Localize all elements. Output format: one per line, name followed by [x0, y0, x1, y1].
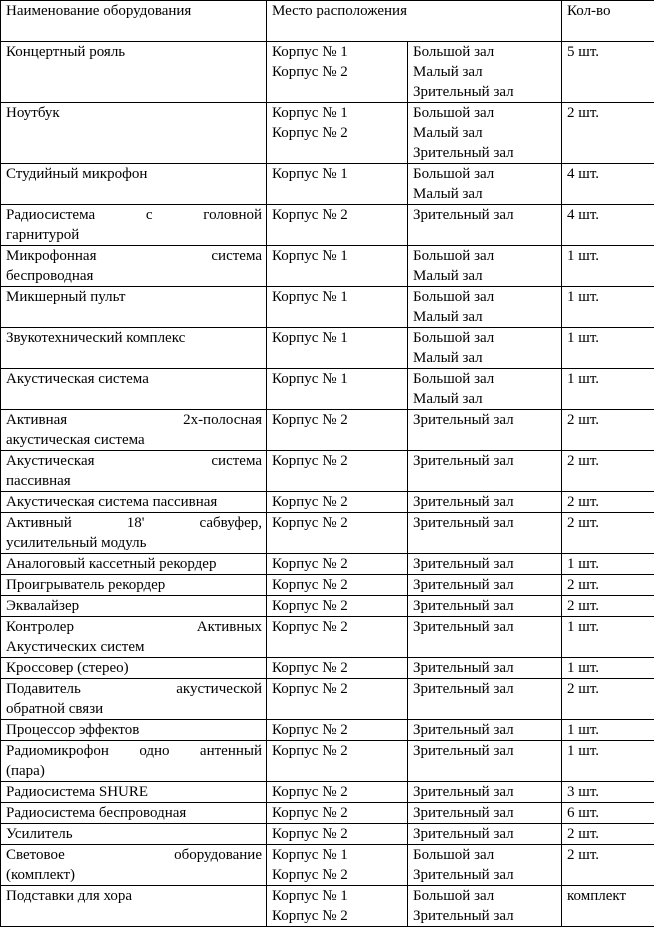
table-row	[1, 369, 654, 410]
building-label: Корпус № 2	[272, 906, 403, 926]
equipment-name-text: Радиосистема беспроводная	[6, 803, 262, 823]
hall-label: Малый зал	[413, 348, 557, 368]
quantity-value: 4 шт.	[567, 205, 650, 225]
table-row	[1, 492, 654, 513]
quantity-value: 5 шт.	[567, 42, 650, 62]
building-cell	[267, 42, 408, 103]
quantity-value: 2 шт.	[567, 845, 650, 865]
hall-cell	[408, 42, 562, 103]
table-row	[1, 164, 654, 205]
quantity-value: 2 шт.	[567, 451, 650, 471]
building-label: Корпус № 2	[272, 451, 403, 471]
building-label: Корпус № 2	[272, 865, 403, 885]
equipment-name-line: Контролер Активных	[6, 617, 262, 637]
building-label: Корпус № 1	[272, 246, 403, 266]
building-label: Корпус № 1	[272, 328, 403, 348]
table-row	[1, 596, 654, 617]
building-cell	[267, 782, 408, 803]
equipment-name-line: Радиомикрофон одно антенный	[6, 741, 262, 761]
header-row	[1, 1, 654, 42]
equipment-name-line: пассивная	[6, 471, 262, 491]
quantity-value: 1 шт.	[567, 658, 650, 678]
building-label: Корпус № 2	[272, 782, 403, 802]
hall-label: Малый зал	[413, 123, 557, 143]
building-cell	[267, 246, 408, 287]
equipment-name	[1, 287, 267, 328]
quantity-value: 4 шт.	[567, 164, 650, 184]
quantity-value: 2 шт.	[567, 513, 650, 533]
equipment-name	[1, 741, 267, 782]
quantity-cell	[562, 205, 654, 246]
quantity-cell	[562, 513, 654, 554]
equipment-name-text: Акустическая система пассивная	[6, 492, 262, 512]
quantity-cell	[562, 845, 654, 886]
quantity-cell	[562, 246, 654, 287]
building-cell	[267, 741, 408, 782]
hall-cell	[408, 451, 562, 492]
building-label: Корпус № 2	[272, 62, 403, 82]
quantity-cell	[562, 720, 654, 741]
quantity-cell	[562, 492, 654, 513]
quantity-value: 1 шт.	[567, 287, 650, 307]
building-label: Корпус № 2	[272, 205, 403, 225]
building-label: Корпус № 1	[272, 287, 403, 307]
hall-label: Большой зал	[413, 42, 557, 62]
header-name: Наименование оборудования	[1, 1, 267, 42]
building-label: Корпус № 2	[272, 513, 403, 533]
equipment-name	[1, 617, 267, 658]
quantity-value: 1 шт.	[567, 328, 650, 348]
equipment-name-text: Студийный микрофон	[6, 164, 262, 184]
building-cell	[267, 287, 408, 328]
equipment-name-text: Подставки для хора	[6, 886, 262, 906]
hall-label: Зрительный зал	[413, 143, 557, 163]
equipment-name	[1, 369, 267, 410]
equipment-name-text: Эквалайзер	[6, 596, 262, 616]
hall-label: Большой зал	[413, 287, 557, 307]
table-row	[1, 658, 654, 679]
hall-label: Зрительный зал	[413, 596, 557, 616]
equipment-name-text: Процессор эффектов	[6, 720, 262, 740]
hall-cell	[408, 741, 562, 782]
equipment-name-text: Проигрыватель рекордер	[6, 575, 262, 595]
hall-cell	[408, 246, 562, 287]
hall-label: Большой зал	[413, 246, 557, 266]
hall-label: Зрительный зал	[413, 82, 557, 102]
equipment-name-line: беспроводная	[6, 266, 262, 286]
building-cell	[267, 617, 408, 658]
quantity-cell	[562, 164, 654, 205]
hall-cell	[408, 287, 562, 328]
building-label: Корпус № 2	[272, 658, 403, 678]
quantity-cell	[562, 410, 654, 451]
table-row	[1, 741, 654, 782]
hall-cell	[408, 803, 562, 824]
quantity-cell	[562, 369, 654, 410]
table-row	[1, 205, 654, 246]
hall-cell	[408, 824, 562, 845]
equipment-name	[1, 513, 267, 554]
equipment-name	[1, 658, 267, 679]
equipment-name-line: Подавитель акустической	[6, 679, 262, 699]
equipment-name	[1, 451, 267, 492]
hall-label: Малый зал	[413, 266, 557, 286]
quantity-value: 2 шт.	[567, 410, 650, 430]
quantity-cell	[562, 824, 654, 845]
hall-label: Большой зал	[413, 103, 557, 123]
equipment-name	[1, 803, 267, 824]
hall-label: Зрительный зал	[413, 554, 557, 574]
building-cell	[267, 103, 408, 164]
hall-label: Зрительный зал	[413, 658, 557, 678]
equipment-name-text: Акустическая система	[6, 369, 262, 389]
table-row	[1, 42, 654, 103]
quantity-value: 1 шт.	[567, 741, 650, 761]
quantity-cell	[562, 617, 654, 658]
hall-cell	[408, 886, 562, 927]
quantity-cell	[562, 803, 654, 824]
table-row	[1, 824, 654, 845]
hall-cell	[408, 492, 562, 513]
equipment-name	[1, 492, 267, 513]
building-label: Корпус № 1	[272, 886, 403, 906]
equipment-name-line: Микрофонная система	[6, 246, 262, 266]
equipment-name	[1, 42, 267, 103]
table-row	[1, 287, 654, 328]
equipment-name	[1, 554, 267, 575]
equipment-name-line: акустическая система	[6, 430, 262, 450]
quantity-value: 1 шт.	[567, 617, 650, 637]
hall-label: Малый зал	[413, 62, 557, 82]
quantity-cell	[562, 42, 654, 103]
equipment-name	[1, 886, 267, 927]
building-cell	[267, 164, 408, 205]
hall-label: Большой зал	[413, 886, 557, 906]
quantity-cell	[562, 287, 654, 328]
building-label: Корпус № 2	[272, 741, 403, 761]
hall-label: Малый зал	[413, 184, 557, 204]
equipment-name-line: (комплект)	[6, 865, 262, 885]
hall-label: Зрительный зал	[413, 741, 557, 761]
hall-label: Зрительный зал	[413, 782, 557, 802]
equipment-name	[1, 328, 267, 369]
quantity-cell	[562, 328, 654, 369]
equipment-name	[1, 596, 267, 617]
hall-label: Зрительный зал	[413, 803, 557, 823]
quantity-value: 1 шт.	[567, 246, 650, 266]
building-label: Корпус № 2	[272, 575, 403, 595]
equipment-name-text: Аналоговый кассетный рекордер	[6, 554, 262, 574]
hall-cell	[408, 575, 562, 596]
building-label: Корпус № 2	[272, 492, 403, 512]
equipment-name-text: Звукотехнический комплекс	[6, 328, 262, 348]
building-cell	[267, 845, 408, 886]
equipment-name	[1, 103, 267, 164]
equipment-name-text: Радиосистема SHURE	[6, 782, 262, 802]
building-cell	[267, 492, 408, 513]
equipment-name-line: Радиосистема с головной	[6, 205, 262, 225]
building-label: Корпус № 2	[272, 596, 403, 616]
equipment-name	[1, 205, 267, 246]
table-row	[1, 575, 654, 596]
equipment-name	[1, 782, 267, 803]
hall-label: Зрительный зал	[413, 205, 557, 225]
quantity-cell	[562, 679, 654, 720]
equipment-name-line: усилительный модуль	[6, 533, 262, 553]
hall-label: Зрительный зал	[413, 575, 557, 595]
quantity-value: 1 шт.	[567, 720, 650, 740]
building-label: Корпус № 2	[272, 720, 403, 740]
quantity-cell	[562, 451, 654, 492]
equipment-name-line: Активный 18' сабвуфер,	[6, 513, 262, 533]
equipment-name-text: Ноутбук	[6, 103, 262, 123]
building-cell	[267, 328, 408, 369]
hall-cell	[408, 679, 562, 720]
table-row	[1, 720, 654, 741]
hall-label: Большой зал	[413, 328, 557, 348]
hall-label: Зрительный зал	[413, 865, 557, 885]
quantity-value: 1 шт.	[567, 369, 650, 389]
building-label: Корпус № 2	[272, 410, 403, 430]
equipment-name-text: Микшерный пульт	[6, 287, 262, 307]
building-cell	[267, 720, 408, 741]
header-qty: Кол-во	[562, 1, 654, 42]
header-location: Место расположения	[267, 1, 562, 42]
hall-label: Большой зал	[413, 845, 557, 865]
table-row	[1, 554, 654, 575]
building-cell	[267, 513, 408, 554]
building-cell	[267, 803, 408, 824]
equipment-name-line: гарнитурой	[6, 225, 262, 245]
building-label: Корпус № 1	[272, 164, 403, 184]
equipment-name-line: Световое оборудование	[6, 845, 262, 865]
equipment-name-line: Акустическая система	[6, 451, 262, 471]
equipment-name-text: Концертный рояль	[6, 42, 262, 62]
equipment-name	[1, 246, 267, 287]
quantity-value: 3 шт.	[567, 782, 650, 802]
building-cell	[267, 824, 408, 845]
building-label: Корпус № 1	[272, 42, 403, 62]
hall-cell	[408, 617, 562, 658]
table-row	[1, 410, 654, 451]
hall-cell	[408, 513, 562, 554]
quantity-value: 1 шт.	[567, 554, 650, 574]
hall-cell	[408, 103, 562, 164]
hall-cell	[408, 782, 562, 803]
hall-cell	[408, 720, 562, 741]
quantity-value: 2 шт.	[567, 575, 650, 595]
quantity-value: 2 шт.	[567, 824, 650, 844]
hall-label: Большой зал	[413, 164, 557, 184]
hall-cell	[408, 845, 562, 886]
equipment-table-body	[1, 1, 654, 927]
table-row	[1, 451, 654, 492]
quantity-value: 2 шт.	[567, 596, 650, 616]
hall-cell	[408, 658, 562, 679]
equipment-name-text: Усилитель	[6, 824, 262, 844]
quantity-value: комплект	[567, 886, 650, 906]
building-cell	[267, 679, 408, 720]
building-label: Корпус № 2	[272, 803, 403, 823]
building-cell	[267, 596, 408, 617]
hall-label: Зрительный зал	[413, 410, 557, 430]
equipment-name	[1, 824, 267, 845]
hall-label: Большой зал	[413, 369, 557, 389]
hall-label: Зрительный зал	[413, 451, 557, 471]
building-label: Корпус № 2	[272, 554, 403, 574]
table-row	[1, 103, 654, 164]
hall-label: Зрительный зал	[413, 720, 557, 740]
hall-label: Зрительный зал	[413, 679, 557, 699]
equipment-name-line: Активная 2х-полосная	[6, 410, 262, 430]
table-row	[1, 679, 654, 720]
hall-cell	[408, 410, 562, 451]
equipment-name	[1, 410, 267, 451]
quantity-cell	[562, 596, 654, 617]
quantity-cell	[562, 886, 654, 927]
building-label: Корпус № 1	[272, 845, 403, 865]
quantity-cell	[562, 658, 654, 679]
quantity-value: 2 шт.	[567, 679, 650, 699]
building-cell	[267, 886, 408, 927]
hall-label: Зрительный зал	[413, 824, 557, 844]
quantity-cell	[562, 103, 654, 164]
table-row	[1, 617, 654, 658]
equipment-name-text: Кроссовер (стерео)	[6, 658, 262, 678]
table-row	[1, 845, 654, 886]
hall-cell	[408, 369, 562, 410]
building-cell	[267, 658, 408, 679]
quantity-value: 6 шт.	[567, 803, 650, 823]
quantity-cell	[562, 575, 654, 596]
quantity-cell	[562, 741, 654, 782]
building-label: Корпус № 2	[272, 617, 403, 637]
hall-cell	[408, 328, 562, 369]
table-row	[1, 328, 654, 369]
table-row	[1, 513, 654, 554]
equipment-name	[1, 164, 267, 205]
quantity-cell	[562, 782, 654, 803]
equipment-name	[1, 720, 267, 741]
equipment-name	[1, 679, 267, 720]
building-cell	[267, 410, 408, 451]
building-cell	[267, 554, 408, 575]
hall-label: Малый зал	[413, 389, 557, 409]
hall-cell	[408, 554, 562, 575]
hall-cell	[408, 164, 562, 205]
building-cell	[267, 369, 408, 410]
quantity-cell	[562, 554, 654, 575]
building-label: Корпус № 2	[272, 679, 403, 699]
building-label: Корпус № 1	[272, 103, 403, 123]
quantity-value: 2 шт.	[567, 492, 650, 512]
hall-label: Зрительный зал	[413, 617, 557, 637]
building-cell	[267, 575, 408, 596]
equipment-name-line: обратной связи	[6, 699, 262, 719]
equipment-name-line: (пара)	[6, 761, 262, 781]
building-label: Корпус № 2	[272, 123, 403, 143]
equipment-name	[1, 845, 267, 886]
hall-label: Зрительный зал	[413, 492, 557, 512]
hall-label: Зрительный зал	[413, 513, 557, 533]
table-row	[1, 803, 654, 824]
hall-cell	[408, 596, 562, 617]
table-row	[1, 246, 654, 287]
table-row	[1, 886, 654, 927]
hall-cell	[408, 205, 562, 246]
equipment-name	[1, 575, 267, 596]
building-cell	[267, 205, 408, 246]
equipment-name-line: Акустических систем	[6, 637, 262, 657]
hall-label: Зрительный зал	[413, 906, 557, 926]
hall-label: Малый зал	[413, 307, 557, 327]
table-row	[1, 782, 654, 803]
building-cell	[267, 451, 408, 492]
quantity-value: 2 шт.	[567, 103, 650, 123]
building-label: Корпус № 2	[272, 824, 403, 844]
building-label: Корпус № 1	[272, 369, 403, 389]
